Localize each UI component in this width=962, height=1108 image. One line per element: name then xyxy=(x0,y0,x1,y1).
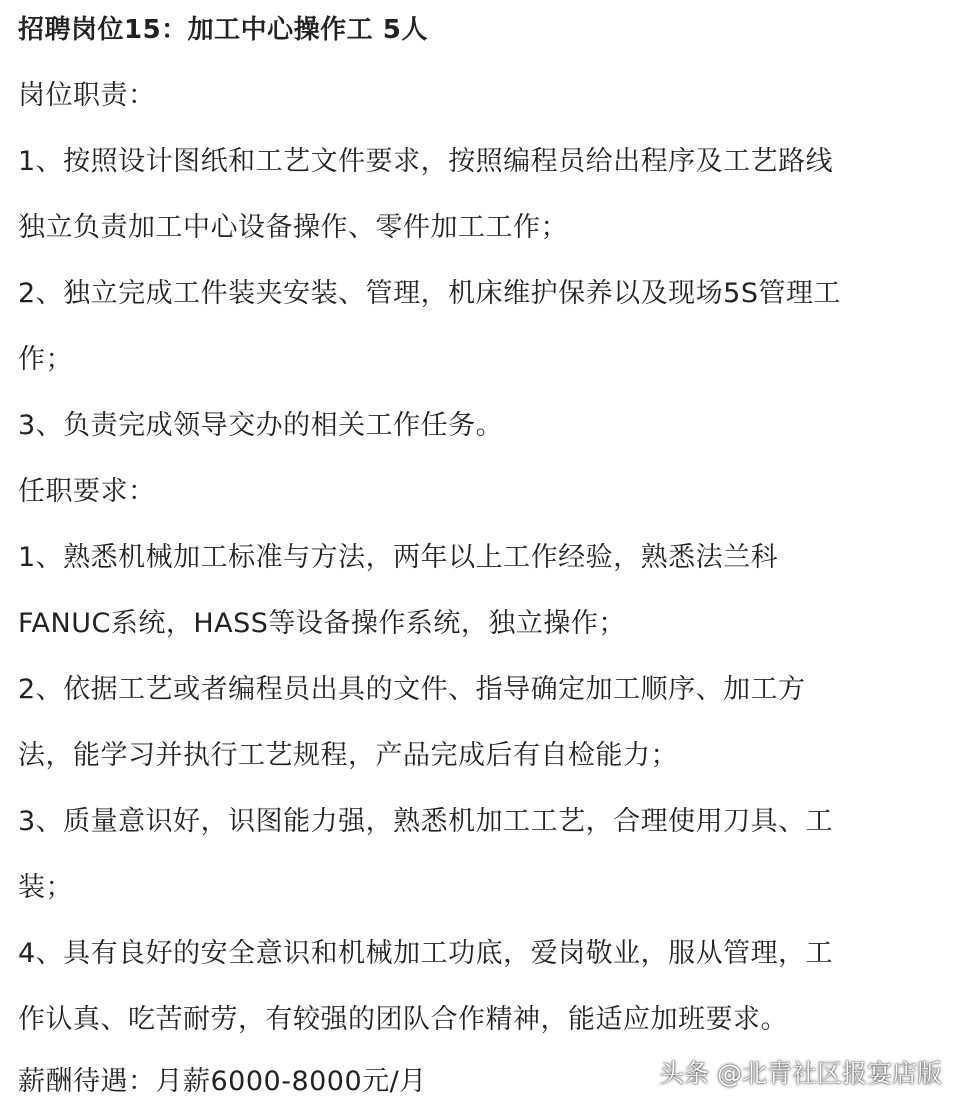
requirement-item-4-line-1: 4、具有良好的安全意识和机械加工功底，爱岗敬业，服从管理，工 xyxy=(18,938,834,969)
salary-line: 薪酬待遇：月薪6000-8000元/月 xyxy=(18,1066,427,1097)
requirement-item-2-line-1: 2、依据工艺或者编程员出具的文件、指导确定加工顺序、加工方 xyxy=(18,674,806,705)
duty-item-1-line-2: 独立负责加工中心设备操作、零件加工工作； xyxy=(18,212,568,243)
posting-title: 招聘岗位15：加工中心操作工 5人 xyxy=(18,15,428,45)
requirement-item-4-line-2: 作认真、吃苦耐劳，有较强的团队合作精神，能适应加班要求。 xyxy=(18,1004,788,1035)
duty-item-1-line-1: 1、按照设计图纸和工艺文件要求，按照编程员给出程序及工艺路线 xyxy=(18,146,834,177)
source-watermark: 头条 @北青社区报宴店版 xyxy=(659,1059,942,1088)
duties-heading: 岗位职责： xyxy=(18,80,156,111)
duty-item-2-line-1: 2、独立完成工件装夹安装、管理，机床维护保养以及现场5S管理工 xyxy=(18,278,841,309)
requirements-heading: 任职要求： xyxy=(18,476,156,507)
duty-item-3-line-1: 3、负责完成领导交办的相关工作任务。 xyxy=(18,410,504,441)
requirement-item-3-line-2: 装； xyxy=(18,872,73,903)
requirement-item-2-line-2: 法，能学习并执行工艺规程，产品完成后有自检能力； xyxy=(18,740,678,771)
duty-item-2-line-2: 作； xyxy=(18,344,73,375)
requirement-item-1-line-1: 1、熟悉机械加工标准与方法，两年以上工作经验，熟悉法兰科 xyxy=(18,542,779,573)
requirement-item-3-line-1: 3、质量意识好，识图能力强，熟悉机加工工艺，合理使用刀具、工 xyxy=(18,806,834,837)
requirement-item-1-line-2: FANUC系统，HASS等设备操作系统，独立操作； xyxy=(18,608,626,639)
